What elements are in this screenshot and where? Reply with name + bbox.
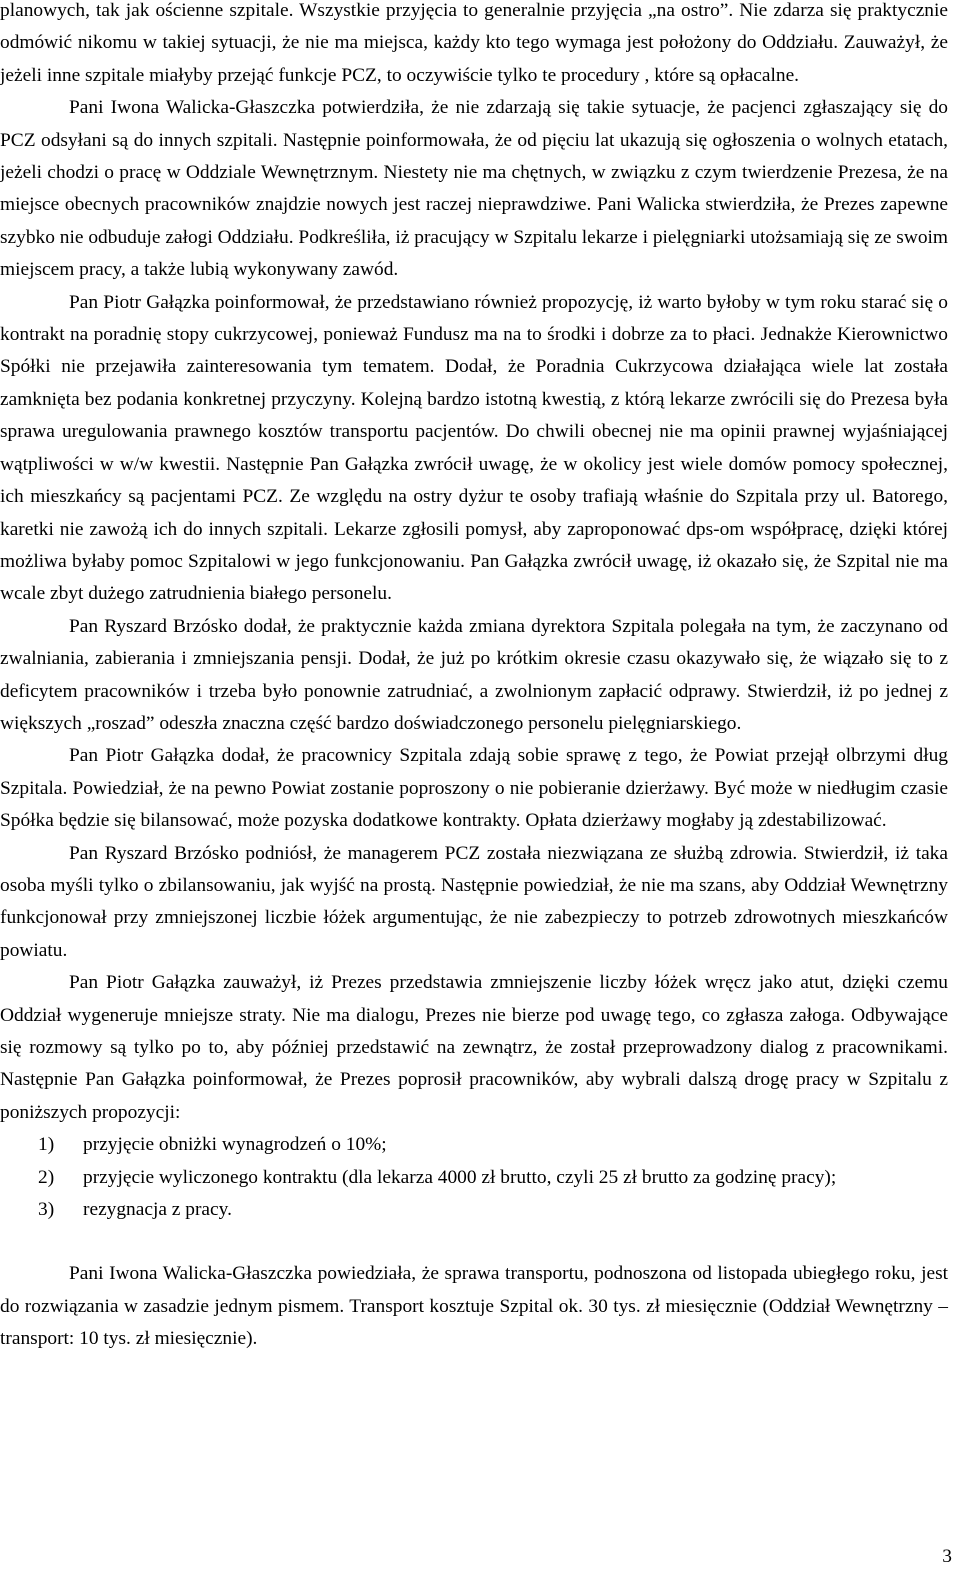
- paragraph-galazka-poradnia: Pan Piotr Gałązka poinformował, że przedstawiano również propozycję, iż warto byłoby w tym roku starać się o kontrakt na poradnię stopy cukrzycowej, ponieważ Fundusz ma na to środki i dobrze za to płaci. Jednakże Kierownictwo Spółki nie przejawiła zainteresowania tym tematem. Dodał, że Poradnia Cukrzycowa działająca wiele lat została zamknięta bez podania konkretnej przyczyny. Kolejną bardzo istotną kwestią, z którą lekarze zwrócili się do Prezesa była sprawa uregulowania prawnego kosztów transportu pacjentów. Do chwili obecnej nie ma opinii prawnej wyjaśniającej wątpliwości w w/w kwestii. Następnie Pan Gałązka zwrócił uwagę, że w okolicy jest wiele domów pomocy społecznej, ich mieszkańcy są pacjentami PCZ. Ze względu na ostry dyżur te osoby trafiają właśnie do Szpitala przy ul. Batorego, karetki nie zawożą ich do innych szpitali. Lekarze zgłosili pomysł, aby zaproponować dps-om współpracę, dzięki której możliwa byłaby pomoc Szpitalowi w jego funkcjonowaniu. Pan Gałązka zwrócił uwagę, iż okazało się, że Szpital nie ma wcale zbyt dużego zatrudnienia białego personelu.: [0, 291, 948, 605]
- paragraph-galazka-dzierzawa: Pan Piotr Gałązka dodał, że pracownicy Szpitala zdają sobie sprawę z tego, że Powiat przejął olbrzymi dług Szpitala. Powiedział, że na pewno Powiat zostanie poproszony o nie pobieranie dzierżawy. Być może w niedługim czasie Spółka będzie się bilansować, może pozyska dodatkowe kontrakty. Opłata dzierżawy mogłaby ją zdestabilizować.: [0, 745, 948, 832]
- paragraph-continuation: planowych, tak jak ościenne szpitale. Wszystkie przyjęcia to generalnie przyjęcia „na ostro”. Nie zdarza się praktycznie odmówić nikomu w takiej sytuacji, że nie ma miejsca, każdy kto tego wymaga jest położony do Oddziału. Zauważył, że jeżeli inne szpitale miałyby przejąć funkcje PCZ, to oczywiście tylko te procedury , które są opłacalne.: [0, 0, 948, 86]
- list-item-number: 1): [38, 1134, 55, 1156]
- paragraph-brzosko-manager: Pan Ryszard Brzósko podniósł, że managerem PCZ została niezwiązana ze służbą zdrowia. Stwierdził, iż taka osoba myśli tylko o zbilansowaniu, jak wyjść na prostą. Następnie powiedział, że nie ma szans, aby Oddział Wewnętrzny funkcjonował przy zmniejszonej liczbie łóżek argumentując, że nie zabezpieczy to potrzeb zdrowotnych mieszkańców powiatu.: [0, 842, 948, 961]
- list-item: [0, 1162, 948, 1194]
- paragraph-transport: Pani Iwona Walicka-Głaszczka powiedziała, że sprawa transportu, podnoszona od listopada ubiegłego roku, jest do rozwiązania w zasadzie jednym pismem. Transport kosztuje Szpital ok. 30 tys. zł miesięcznie (Oddział Wewnętrzny – transport: 10 tys. zł miesięcznie).: [0, 1263, 948, 1350]
- list-item-number: 2): [38, 1166, 55, 1188]
- list-item: [0, 1129, 948, 1161]
- list-item-text: przyjęcie obniżki wynagrodzeń o 10%;: [83, 1134, 387, 1156]
- page-number: 3: [942, 1546, 952, 1567]
- proposal-list: [0, 1129, 948, 1226]
- paragraph-galazka-dialog: Pan Piotr Gałązka zauważył, iż Prezes przedstawia zmniejszenie liczby łóżek wręcz jako atut, dzięki czemu Oddział wygeneruje mniejsze straty. Nie ma dialogu, Prezes nie bierze pod uwagę tego, co zgłasza załoga. Odbywające się rozmowy są tylko po to, aby później przedstawić na zewnątrz, że został przeprowadzony dialog z pracownikami. Następnie Pan Gałązka poinformował, że Prezes poprosił pracowników, aby wybrali dalszą drogę pracy w Szpitalu z poniższych propozycji:: [0, 972, 948, 1123]
- paragraph-brzosko-zmiany: Pan Ryszard Brzósko dodał, że praktycznie każda zmiana dyrektora Szpitala polegała na tym, że zaczynano od zwalniania, zabierania i zmniejszania pensji. Dodał, że już po krótkim okresie czasu okazywało się, że wiązało się to z deficytem pracowników i trzeba było ponownie zatrudniać, a zwolnionym zapłacić odprawy. Stwierdził, iż po jednej z większych „roszad” odeszła znaczna część bardzo doświadczonego personelu pielęgniarskiego.: [0, 615, 948, 734]
- list-item-text: rezygnacja z pracy.: [83, 1199, 232, 1221]
- paragraph-walicka: Pani Iwona Walicka-Głaszczka potwierdziła, że nie zdarzają się takie sytuacje, że pacjenci zgłaszający się do PCZ odsyłani są do innych szpitali. Następnie poinformowała, że od pięciu lat ukazują się ogłoszenia o wolnych etatach, jeżeli chodzi o pracę w Oddziale Wewnętrznym. Niestety nie ma chętnych, w związku z czym twierdzenie Prezesa, że na miejsce obecnych pracowników znajdzie nowych jest raczej nieprawdziwe. Pani Walicka stwierdziła, że Prezes zapewne szybko nie odbuduje załogi Oddziału. Podkreśliła, iż pracujący w Szpitalu lekarze i pielęgniarki utożsamiają się ze swoim miejscem pracy, a także lubią wykonywany zawód.: [0, 97, 948, 281]
- list-item-text: przyjęcie wyliczonego kontraktu (dla lekarza 4000 zł brutto, czyli 25 zł brutto za godzinę pracy);: [83, 1166, 837, 1188]
- list-item-number: 3): [38, 1199, 55, 1221]
- list-item: [0, 1194, 948, 1226]
